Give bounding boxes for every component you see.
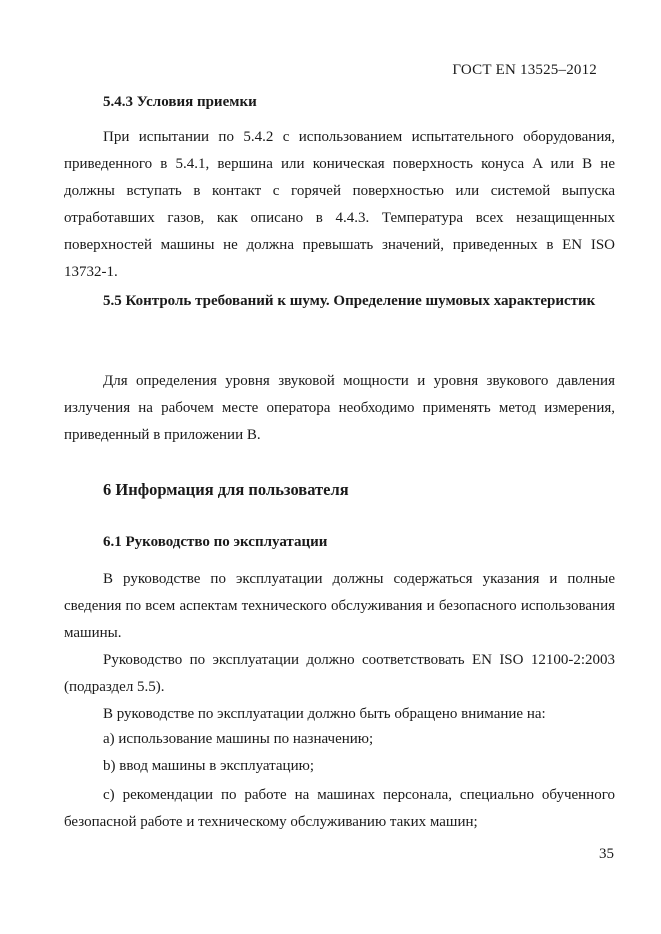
document-id-header: ГОСТ EN 13525–2012 — [452, 62, 597, 78]
paragraph-6-1-intro: В руководстве по эксплуатации должны содержаться указания и полные сведения по всем аспектам технического обслуживания и безопасного использования машины. — [64, 571, 615, 641]
paragraph-5-5: Для определения уровня звуковой мощности и уровня звукового давления излучения на рабочем месте оператора необходимо применять метод измерения, приведенный в приложении B. — [64, 373, 615, 443]
heading-6-1: 6.1 Руководство по эксплуатации — [103, 534, 328, 550]
list-item-b: b) ввод машины в эксплуатацию; — [103, 758, 314, 774]
list-item-a: a) использование машины по назначению; — [103, 731, 374, 747]
page-number: 35 — [599, 846, 614, 862]
heading-6: 6 Информация для пользователя — [103, 480, 349, 499]
paragraph-6-1-conformity: Руководство по эксплуатации должно соответствовать EN ISO 12100-2:2003 (подраздел 5.5). — [64, 652, 615, 695]
paragraph-6-1-attention: В руководстве по эксплуатации должно быть обращено внимание на: — [103, 706, 546, 722]
list-item-c: c) рекомендации по работе на машинах персонала, специально обученного безопасной работе и техническому обслуживанию таких машин; — [64, 787, 615, 830]
heading-5-4-3: 5.4.3 Условия приемки — [103, 94, 257, 110]
paragraph-5-4-3: При испытании по 5.4.2 с использованием испытательного оборудования, приведенного в 5.4.1, вершина или коническая поверхность конуса A или B не должны вступать в контакт с горячей поверхностью или системой выпуска отработавших газов, как описано в 4.4.3. Температура всех незащищенных поверхностей машины не должна превышать значений, приведенных в EN ISO 13732-1. — [64, 129, 615, 280]
heading-5-5: 5.5 Контроль требований к шуму. Определение шумовых характеристик — [103, 293, 596, 309]
